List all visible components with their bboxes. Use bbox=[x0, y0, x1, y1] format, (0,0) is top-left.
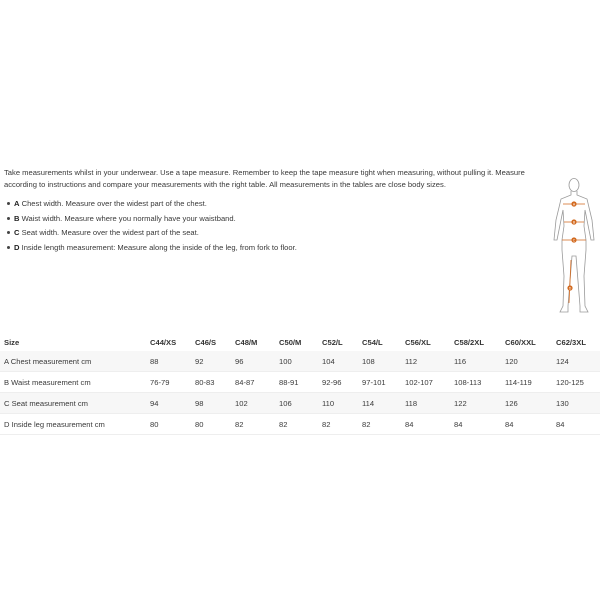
item-text: Inside length measurement: Measure along the inside of the leg, from fork to floor. bbox=[19, 242, 297, 252]
table-cell: 102-107 bbox=[405, 372, 454, 393]
table-row bbox=[0, 414, 600, 435]
table-cell: 104 bbox=[322, 351, 362, 372]
table-cell: 84 bbox=[454, 414, 505, 435]
table-cell: 84 bbox=[556, 414, 600, 435]
column-header: C44/XS bbox=[150, 337, 177, 347]
instructions-paragraph: Take measurements whilst in your underwear. Use a tape measure. Remember to keep the tape measure tight when measuring, without pulling it. Measure according to instructions and compare your measurements with the right table. All measurements in the tables are close body sizes. bbox=[4, 168, 525, 189]
table-cell: 110 bbox=[322, 393, 362, 414]
measurement-instructions bbox=[4, 167, 534, 256]
column-header: C50/M bbox=[279, 337, 302, 347]
table-cell: 124 bbox=[556, 351, 600, 372]
table-cell: 84 bbox=[505, 414, 556, 435]
list-item bbox=[4, 198, 534, 213]
table-cell: 80 bbox=[150, 414, 195, 435]
table-cell: 106 bbox=[279, 393, 322, 414]
table-cell: 82 bbox=[362, 414, 405, 435]
table-cell: 108 bbox=[362, 351, 405, 372]
table-cell: 82 bbox=[235, 414, 279, 435]
item-text: Seat width. Measure over the widest part of the seat. bbox=[19, 228, 199, 237]
table-row bbox=[0, 351, 600, 372]
item-letter: A bbox=[14, 199, 20, 208]
table-cell: 102 bbox=[235, 393, 279, 414]
item-text: Waist width. Measure where you normally have your waistband. bbox=[19, 213, 236, 223]
table-cell: 94 bbox=[150, 393, 195, 414]
row-label: A Chest measurement cm bbox=[0, 351, 150, 372]
table-cell: 80 bbox=[195, 414, 235, 435]
table-cell: 98 bbox=[195, 393, 235, 414]
body-outline bbox=[554, 179, 594, 313]
table-cell: 130 bbox=[556, 393, 600, 414]
item-letter: C bbox=[14, 228, 20, 237]
row-label: C Seat measurement cm bbox=[0, 393, 150, 414]
row-label: B Waist measurement cm bbox=[0, 372, 150, 393]
column-header: C48/M bbox=[235, 337, 258, 347]
table-row bbox=[0, 372, 600, 393]
column-header: C54/L bbox=[362, 337, 383, 347]
table-cell: 92-96 bbox=[322, 372, 362, 393]
table-cell: 112 bbox=[405, 351, 454, 372]
table-row bbox=[0, 393, 600, 414]
table-cell: 82 bbox=[322, 414, 362, 435]
table-cell: 80-83 bbox=[195, 372, 235, 393]
table-cell: 76-79 bbox=[150, 372, 195, 393]
marker-label: D bbox=[568, 286, 572, 291]
table-cell: 84 bbox=[405, 414, 454, 435]
measure-markers bbox=[567, 201, 576, 290]
marker-label: B bbox=[572, 220, 576, 225]
item-letter: B bbox=[14, 213, 20, 223]
table-cell: 100 bbox=[279, 351, 322, 372]
size-table bbox=[0, 333, 600, 435]
table-cell: 114 bbox=[362, 393, 405, 414]
column-header: C58/2XL bbox=[454, 337, 484, 347]
table-cell: 126 bbox=[505, 393, 556, 414]
column-header: C56/XL bbox=[405, 337, 431, 347]
table-cell: 118 bbox=[405, 393, 454, 414]
table-cell: 82 bbox=[279, 414, 322, 435]
row-label: D Inside leg measurement cm bbox=[0, 414, 150, 435]
table-cell: 92 bbox=[195, 351, 235, 372]
table-cell: 120-125 bbox=[556, 372, 600, 393]
table-cell: 120 bbox=[505, 351, 556, 372]
list-item bbox=[4, 242, 534, 257]
column-header: Size bbox=[4, 337, 20, 347]
table-cell: 97-101 bbox=[362, 372, 405, 393]
marker-label: C bbox=[572, 238, 576, 243]
table-cell: 108-113 bbox=[454, 372, 505, 393]
item-text: Chest width. Measure over the widest part of the chest. bbox=[19, 199, 207, 208]
table-cell: 96 bbox=[235, 351, 279, 372]
item-letter: D bbox=[14, 242, 20, 252]
list-item bbox=[4, 213, 534, 228]
table-cell: 88 bbox=[150, 351, 195, 372]
column-header: C60/XXL bbox=[505, 337, 536, 347]
table-cell: 114-119 bbox=[505, 372, 556, 393]
table-cell: 122 bbox=[454, 393, 505, 414]
table-cell: 116 bbox=[454, 351, 505, 372]
table-header-row bbox=[0, 333, 600, 351]
table-cell: 84-87 bbox=[235, 372, 279, 393]
column-header: C62/3XL bbox=[556, 337, 586, 347]
list-item bbox=[4, 227, 534, 242]
measurement-list bbox=[4, 198, 534, 256]
table-cell: 88-91 bbox=[279, 372, 322, 393]
column-header: C52/L bbox=[322, 337, 343, 347]
column-header: C46/S bbox=[195, 337, 217, 347]
marker-label: A bbox=[572, 202, 576, 207]
measure-guides bbox=[562, 204, 586, 303]
body-measurement-figure bbox=[540, 178, 600, 318]
